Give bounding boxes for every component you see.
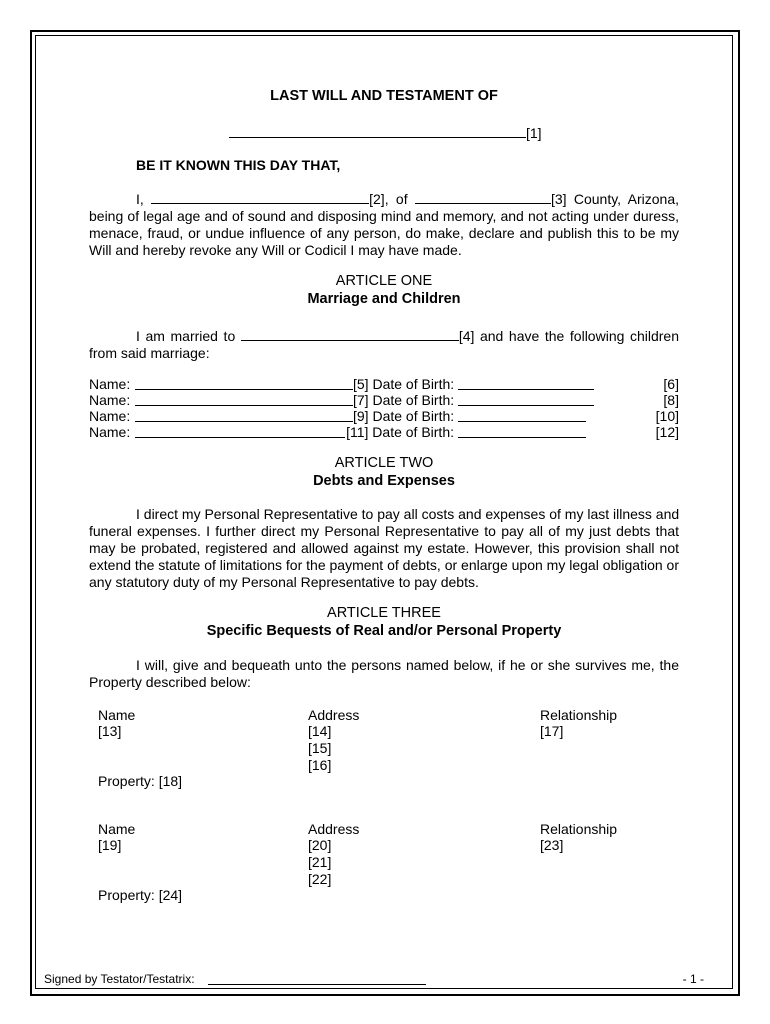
child-name-field[interactable]: [135, 392, 353, 406]
page-number: - 1 -: [682, 972, 704, 986]
child-name-label: Name:: [89, 408, 131, 424]
child-row: [89, 376, 679, 393]
article-three-subheading: Specific Bequests of Real and/or Personal Property: [206, 623, 562, 639]
child-dob-ref: [10]: [655, 408, 679, 424]
signed-label: Signed by Testator/Testatrix:: [44, 972, 195, 986]
bequest-name-ref[interactable]: [19]: [98, 837, 122, 853]
married-line-1: [89, 327, 679, 345]
intro-line-3: menace, fraud, or undue influence of any person, do make, declare and publish this to be my: [89, 225, 679, 241]
bequest-relationship-ref[interactable]: [23]: [540, 837, 564, 853]
child-dob-field[interactable]: [458, 376, 594, 390]
known-heading: BE IT KNOWN THIS DAY THAT,: [136, 157, 341, 173]
debts-line: funeral expenses. I further direct my Personal Representative to pay all of my just debts that: [89, 523, 679, 539]
child-dob-ref: [6]: [663, 376, 679, 392]
child-dob-ref: [8]: [663, 392, 679, 408]
debts-paragraph: [89, 506, 679, 591]
document-title: LAST WILL AND TESTAMENT OF: [270, 88, 498, 104]
article-two-heading: ARTICLE TWO: [334, 455, 434, 471]
testator-name-field[interactable]: [229, 124, 542, 142]
county-ref: [3] County, Arizona,: [550, 191, 679, 207]
child-name-label: Name:: [89, 392, 131, 408]
bequest-address-ref[interactable]: [16]: [308, 757, 332, 773]
article-three-heading: ARTICLE THREE: [327, 605, 441, 621]
bequest-line-2: Property described below:: [89, 674, 251, 690]
bequest-address-ref[interactable]: [22]: [308, 871, 332, 887]
debts-line: I direct my Personal Representative to pay all costs and expenses of my last illness and: [136, 506, 680, 522]
name-ref: [2], of: [369, 191, 408, 207]
bequest-line-1: I will, give and bequeath unto the persons named below, if he or she survives me, the: [136, 657, 679, 673]
bequest-address-ref[interactable]: [21]: [308, 854, 332, 870]
spouse-ref: [4] and have the following children: [458, 328, 680, 344]
debts-line: extend the statute of limitations for the payment of debts, or enlarge upon my legal obligation or: [89, 557, 679, 573]
bequest-name-ref[interactable]: [13]: [98, 723, 122, 739]
testator-name-ref: [1]: [526, 125, 542, 141]
bequest-address-ref[interactable]: [20]: [308, 837, 332, 853]
article-one-subheading: Marriage and Children: [307, 291, 461, 307]
child-dob-ref: [12]: [655, 424, 679, 440]
married-line-2: from said marriage:: [89, 345, 210, 361]
child-dob-field[interactable]: [458, 408, 586, 422]
bequest-address-label: Address: [308, 821, 360, 837]
article-one-heading: ARTICLE ONE: [335, 273, 433, 289]
debts-line: any statutory duty of my Personal Representative to pay debts.: [89, 574, 479, 590]
intro-line-4: Will and hereby revoke any Will or Codicil I may have made.: [89, 242, 462, 258]
county-field[interactable]: [415, 190, 551, 204]
child-name-field[interactable]: [135, 376, 353, 390]
child-row: [89, 408, 679, 425]
child-name-ref: [7] Date of Birth:: [353, 392, 455, 408]
intro-paragraph: [89, 190, 679, 259]
bequest-paragraph: [89, 657, 679, 691]
debts-line: may be probated, registered and allowed against my estate. However, this provision shall not: [89, 540, 679, 556]
married-text: I am married to: [136, 328, 236, 344]
intro-line-1: [89, 190, 679, 208]
child-name-ref: [5] Date of Birth:: [353, 376, 455, 392]
child-row: [89, 424, 679, 441]
child-name-field[interactable]: [135, 424, 345, 438]
bequest-relationship-label: Relationship: [540, 821, 618, 837]
bequest-name-label: Name: [98, 707, 136, 723]
bequest-relationship-ref[interactable]: [17]: [540, 723, 564, 739]
child-name-ref: [11] Date of Birth:: [346, 424, 454, 440]
married-paragraph: [89, 327, 679, 362]
child-row: [89, 392, 679, 409]
child-name-label: Name:: [89, 424, 131, 440]
bequest-address-ref[interactable]: [15]: [308, 740, 332, 756]
i-label: I,: [136, 191, 144, 207]
child-name-field[interactable]: [135, 408, 353, 422]
bequest-name-label: Name: [98, 821, 136, 837]
signature-field[interactable]: [208, 984, 426, 985]
bequest-address-ref[interactable]: [14]: [308, 723, 332, 739]
spouse-field[interactable]: [241, 327, 459, 341]
child-dob-field[interactable]: [458, 424, 586, 438]
bequest-address-label: Address: [308, 707, 360, 723]
child-name-label: Name:: [89, 376, 131, 392]
bequest-property[interactable]: Property: [18]: [98, 773, 183, 789]
article-two-subheading: Debts and Expenses: [313, 473, 455, 489]
name-field[interactable]: [151, 190, 369, 204]
bequest-relationship-label: Relationship: [540, 707, 618, 723]
bequest-property[interactable]: Property: [24]: [98, 887, 183, 903]
child-name-ref: [9] Date of Birth:: [353, 408, 455, 424]
child-dob-field[interactable]: [458, 392, 594, 406]
intro-line-2: being of legal age and of sound and disposing mind and memory, and not acting under duress,: [89, 208, 679, 224]
